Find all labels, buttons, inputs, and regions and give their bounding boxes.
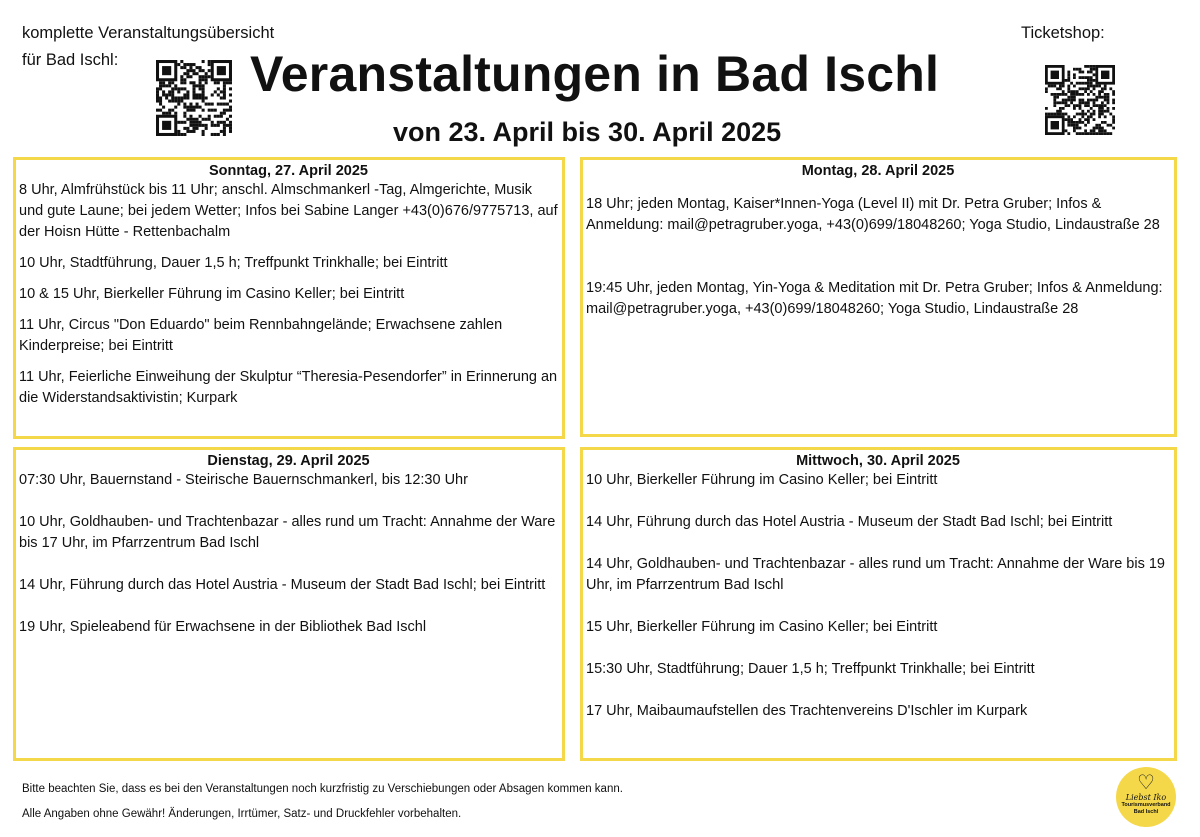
logo-script: Liebst Iko — [1125, 793, 1167, 802]
event-item: 11 Uhr, Feierliche Einweihung der Skulptur “Theresia-Pesendorfer” in Erinnerung an die Widerstandsaktivistin; Kurpark — [19, 369, 558, 406]
event-item: 10 Uhr, Stadtführung, Dauer 1,5 h; Treffpunkt Trinkhalle; bei Eintritt — [19, 255, 448, 271]
day-box-wednesday — [580, 447, 1177, 761]
tourismusverband-logo[interactable] — [1116, 767, 1176, 827]
event-item: 14 Uhr, Führung durch das Hotel Austria - Museum der Stadt Bad Ischl; bei Eintritt — [586, 514, 1113, 530]
event-list — [586, 470, 1170, 722]
event-item: 8 Uhr, Almfrühstück bis 11 Uhr; anschl. Almschmankerl -Tag, Almgerichte, Musik und gute Laune; bei jedem Wetter; Infos bei Sabine Langer +43(0)676/9775713, auf der Hoisn Hütte - Rettenbachalm — [19, 182, 558, 240]
event-item: 19:45 Uhr, jeden Montag, Yin-Yoga & Meditation mit Dr. Petra Gruber; Infos & Anmeldung: mail@petragruber.yoga, +43(0)699/18048260; Yoga Studio, Lindaustraße 28 — [586, 280, 1163, 317]
event-item: 10 Uhr, Goldhauben- und Trachtenbazar - alles rund um Tracht: Annahme der Ware bis 17 Uhr, im Pfarrzentrum Bad Ischl — [19, 514, 556, 551]
qr-code-icon — [1045, 65, 1115, 135]
event-item: 07:30 Uhr, Bauernstand - Steirische Bauernschmankerl, bis 12:30 Uhr — [19, 472, 468, 488]
footer-note-1: Bitte beachten Sie, dass es bei den Veranstaltungen noch kurzfristig zu Verschiebungen oder Absagen kommen kann. — [22, 783, 623, 795]
page-subtitle: von 23. April bis 30. April 2025 — [393, 117, 782, 147]
qr-code-overview[interactable] — [156, 60, 232, 136]
event-item: 17 Uhr, Maibaumaufstellen des Trachtenvereins D'Ischler im Kurpark — [586, 703, 1028, 719]
event-item: 10 Uhr, Bierkeller Führung im Casino Keller; bei Eintritt — [586, 472, 938, 488]
event-item: 14 Uhr, Goldhauben- und Trachtenbazar - alles rund um Tracht: Annahme der Ware bis 19 Uhr, im Pfarrzentrum Bad Ischl — [586, 556, 1165, 593]
qr-code-ticketshop[interactable] — [1045, 65, 1115, 135]
event-item: 15 Uhr, Bierkeller Führung im Casino Keller; bei Eintritt — [586, 619, 938, 635]
day-box-sunday — [13, 157, 565, 439]
event-list — [19, 180, 558, 409]
day-heading: Montag, 28. April 2025 — [801, 163, 955, 179]
logo-line-2: Bad Ischl — [1133, 808, 1159, 815]
page-title: Veranstaltungen in Bad Ischl — [250, 46, 940, 102]
event-item: 19 Uhr, Spieleabend für Erwachsene in der Bibliothek Bad Ischl — [19, 619, 427, 635]
event-item: 18 Uhr; jeden Montag, Kaiser*Innen-Yoga (Level II) mit Dr. Petra Gruber; Infos & Anmeldung: mail@petragruber.yoga, +43(0)699/18048260; Yoga Studio, Lindaustraße 28 — [586, 196, 1160, 233]
footer-note-2: Alle Angaben ohne Gewähr! Änderungen, Irrtümer, Satz- und Druckfehler vorbehalten. — [22, 808, 462, 820]
event-item: 15:30 Uhr, Stadtführung; Dauer 1,5 h; Treffpunkt Trinkhalle; bei Eintritt — [586, 661, 1035, 677]
day-heading: Dienstag, 29. April 2025 — [207, 453, 370, 469]
day-box-tuesday — [13, 447, 565, 761]
qr-code-icon — [156, 60, 232, 136]
event-item: 10 & 15 Uhr, Bierkeller Führung im Casino Keller; bei Eintritt — [19, 286, 405, 302]
day-heading: Mittwoch, 30. April 2025 — [796, 453, 960, 469]
logo-line-1: Tourismusverband — [1121, 802, 1171, 808]
intro-text — [22, 20, 274, 74]
ticketshop-label: Ticketshop: — [1021, 24, 1105, 42]
event-list — [586, 194, 1170, 320]
day-box-monday — [580, 157, 1177, 437]
event-item: 11 Uhr, Circus "Don Eduardo" beim Rennbahngelände; Erwachsene zahlen Kinderpreise; bei Eintritt — [19, 317, 503, 354]
heart-icon: ♡ — [1137, 772, 1155, 794]
event-item: 14 Uhr, Führung durch das Hotel Austria - Museum der Stadt Bad Ischl; bei Eintritt — [19, 577, 546, 593]
event-list — [19, 470, 558, 638]
day-heading: Sonntag, 27. April 2025 — [208, 163, 368, 179]
intro-line-1: komplette Veranstaltungsübersicht — [22, 24, 275, 42]
intro-line-2: für Bad Ischl: — [22, 51, 119, 69]
